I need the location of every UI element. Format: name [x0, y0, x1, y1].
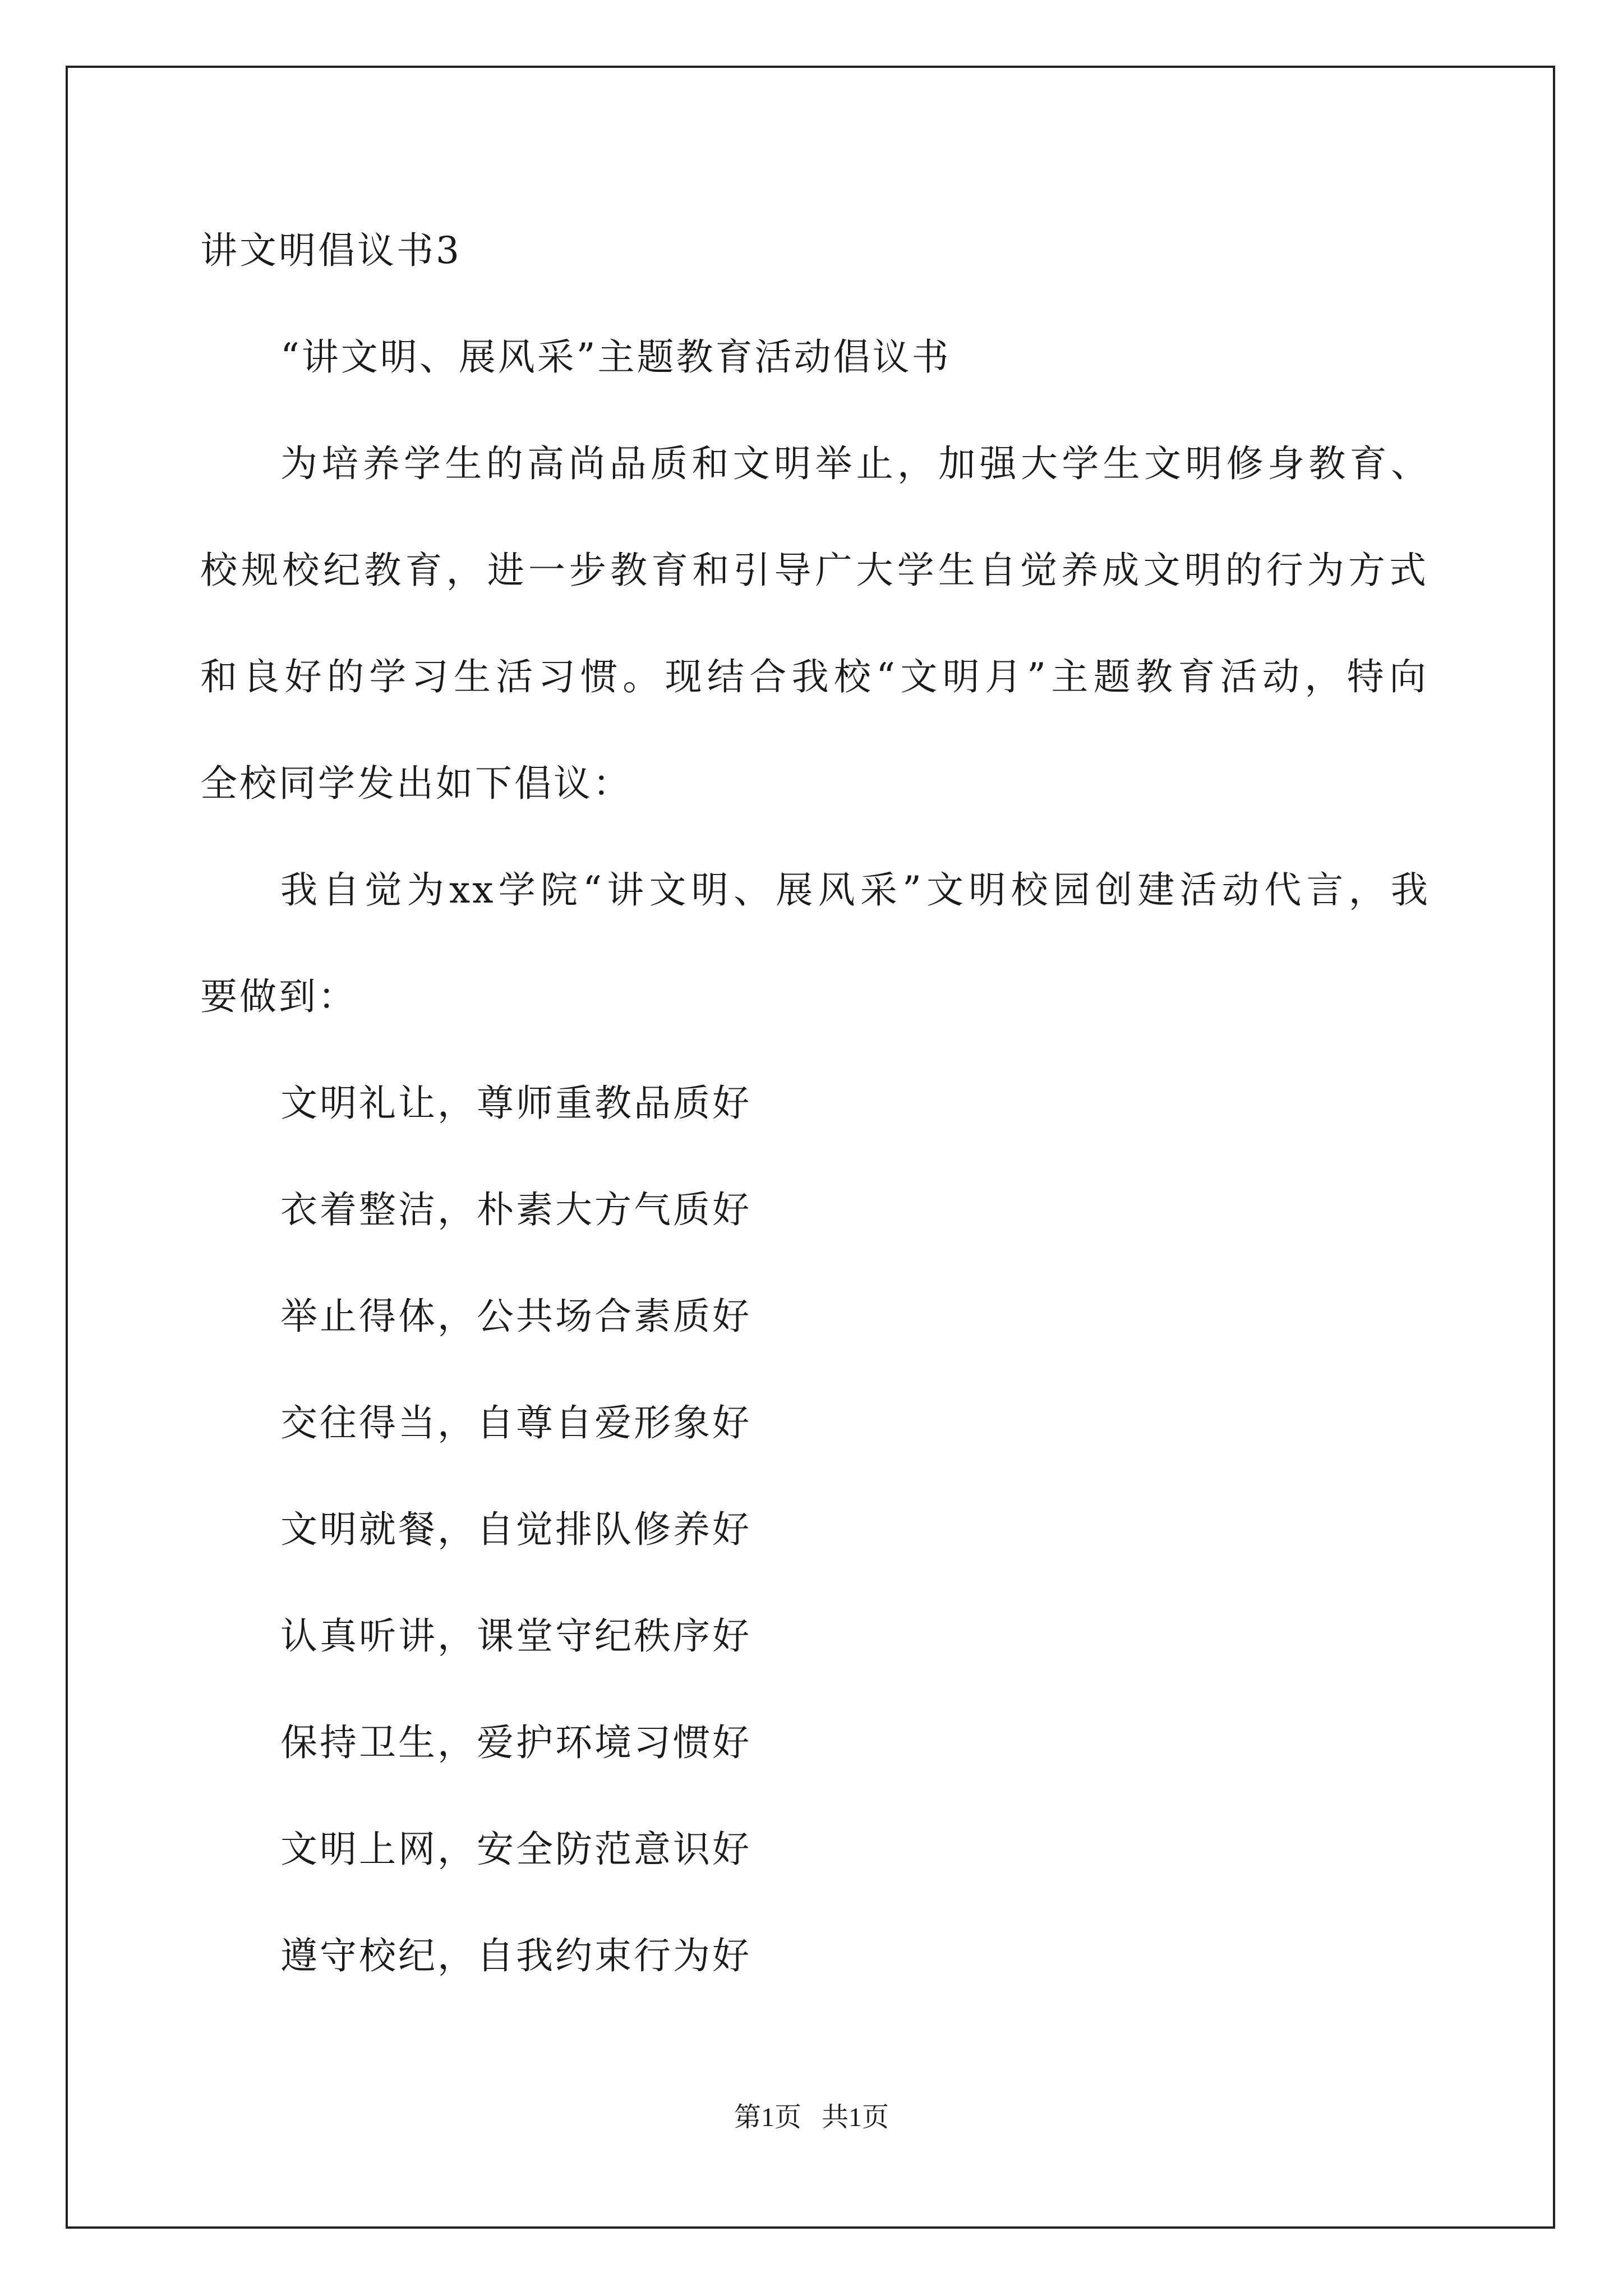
document-subtitle: “讲文明、展风采”主题教育活动倡议书	[280, 335, 951, 379]
list-item: 认真听讲，课堂守纪秩序好	[280, 1614, 751, 1658]
paragraph-line: 和良好的学习生活习惯。现结合我校“文明月”主题教育活动，特向	[200, 655, 1428, 698]
paragraph-line: 我自觉为xx学院“讲文明、展风采”文明校园创建活动代言，我	[280, 868, 1430, 912]
list-item: 举止得体，公共场合素质好	[280, 1295, 751, 1338]
paragraph-line: 全校同学发出如下倡议：	[200, 762, 632, 805]
document-title: 讲文明倡议书3	[200, 229, 462, 272]
list-item: 文明上网，安全防范意识好	[280, 1828, 751, 1871]
list-item: 文明就餐，自觉排队修养好	[280, 1508, 751, 1551]
paragraph-line: 校规校纪教育，进一步教育和引导广大学生自觉养成文明的行为方式	[200, 549, 1428, 592]
list-item: 衣着整洁，朴素大方气质好	[280, 1188, 751, 1231]
page-number-footer: 第1页 共1页	[734, 2102, 889, 2132]
list-item: 文明礼让，尊师重教品质好	[280, 1082, 751, 1125]
page-border	[66, 66, 1555, 2229]
list-item: 交往得当，自尊自爱形象好	[280, 1401, 751, 1444]
list-item: 保持卫生，爱护环境习惯好	[280, 1721, 751, 1764]
list-item: 遵守校纪，自我约束行为好	[280, 1934, 751, 1977]
paragraph-line: 要做到：	[200, 975, 357, 1018]
paragraph-line: 为培养学生的高尚品质和文明举止，加强大学生文明修身教育、	[280, 442, 1430, 485]
